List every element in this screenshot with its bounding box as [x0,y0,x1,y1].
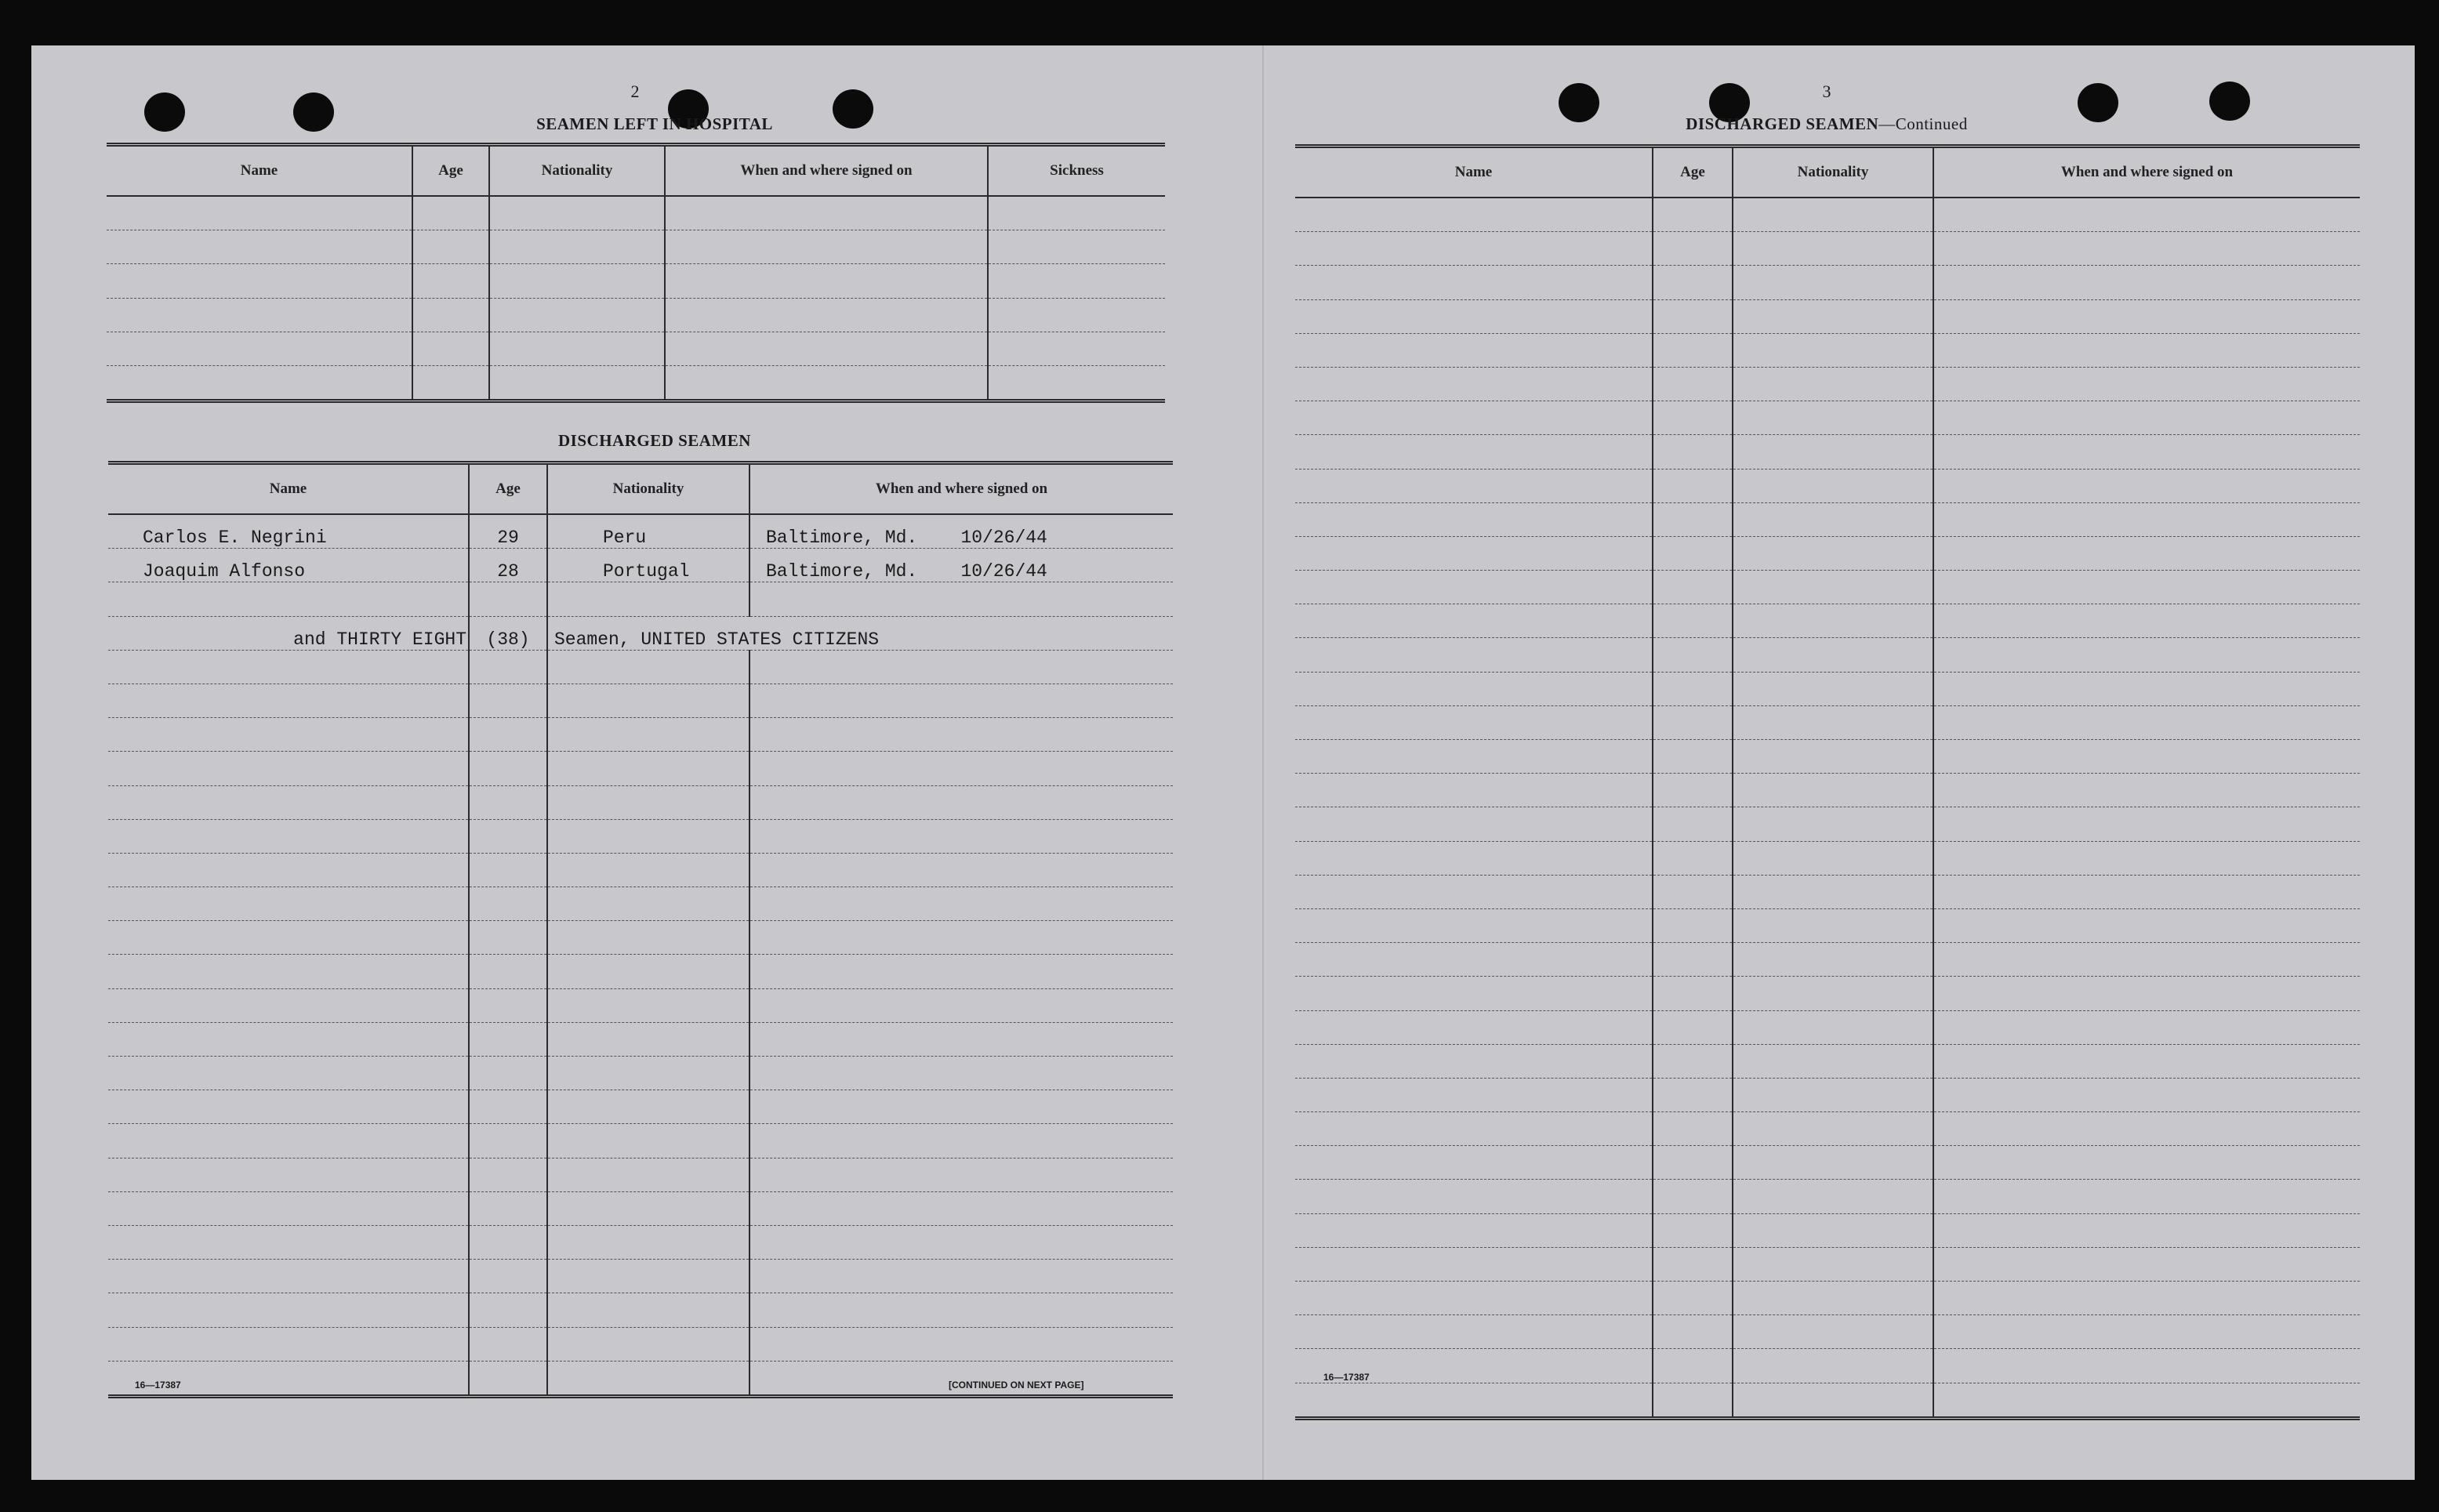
col-header-sickness: Sickness [988,145,1165,197]
table-row [1295,1383,2360,1418]
table-row [108,1293,1173,1327]
table-row [107,196,1165,230]
discharged-continued-table [1295,144,2360,1420]
table-row [1295,1010,2360,1044]
table-row [1295,232,2360,266]
punch-hole [144,92,185,132]
punch-hole [2209,82,2250,121]
table-row [1295,1349,2360,1383]
table-row [107,365,1165,401]
seaman-nationality: Portugal [547,549,749,582]
table-row [1295,908,2360,942]
col-header-nationality: Nationality [547,463,749,515]
col-header-name: Name [108,463,469,515]
table-row [1295,841,2360,875]
table-row [1295,571,2360,604]
col-header-signed-on: When and where signed on [749,463,1173,515]
seaman-name: Joaquim Alfonso [108,549,469,582]
col-header-nationality: Nationality [1733,147,1933,198]
table-row [108,1327,1173,1361]
table-row [1295,435,2360,469]
note-name: and THIRTY EIGHT [108,616,469,650]
table-row [108,921,1173,955]
table-row [108,582,1173,616]
table-row [1295,740,2360,774]
page-number-right: 3 [1822,82,1831,101]
punch-hole [2078,83,2118,122]
table-row [1295,1282,2360,1315]
table-row [108,514,1173,549]
table-row [108,1158,1173,1191]
discharged-table [108,461,1173,1398]
table-row [1295,977,2360,1010]
table-row [108,1191,1173,1225]
table-row [108,1124,1173,1158]
table-row [108,752,1173,785]
table-row [1295,774,2360,807]
table-row [1295,604,2360,638]
table-row [108,887,1173,921]
table-row [1295,266,2360,299]
table-row [107,230,1165,264]
table-row [1295,1078,2360,1111]
document-sheet [31,45,2415,1480]
table-row [1295,536,2360,570]
table-row [1295,1247,2360,1281]
hospital-table [107,143,1165,403]
table-row [108,718,1173,752]
hospital-title: SEAMEN LEFT IN HOSPITAL [536,114,773,133]
table-row [1295,1044,2360,1078]
table-row [1295,638,2360,672]
col-header-name: Name [107,145,412,197]
table-row [1295,401,2360,435]
col-header-signed-on: When and where signed on [1933,147,2360,198]
seaman-age: 29 [469,514,547,549]
discharged-continued-title [1599,114,2054,134]
table-row [108,1022,1173,1056]
seaman-nationality: Peru [547,514,749,549]
table-row [1295,1180,2360,1213]
title-suffix: —Continued [1878,114,1968,133]
table-row [108,1225,1173,1259]
table-row [1295,469,2360,502]
table-row [108,1090,1173,1124]
table-row [108,683,1173,717]
table-row [1295,299,2360,333]
table-row [1295,367,2360,401]
table-row [108,1361,1173,1396]
col-header-age: Age [1653,147,1733,198]
seaman-name: Carlos E. Negrini [108,514,469,549]
table-row [1295,1315,2360,1349]
table-row [108,785,1173,819]
table-row [1295,1213,2360,1247]
form-number-left: 16—17387 [135,1380,181,1391]
table-row [1295,333,2360,367]
note-age: (38) [469,616,547,650]
note-rest: Seamen, UNITED STATES CITIZENS [547,616,1173,650]
table-row [1295,1146,2360,1180]
seaman-signed-on: Baltimore, Md. 10/26/44 [749,514,1173,549]
table-row [107,298,1165,332]
table-row [108,549,1173,582]
table-row [108,988,1173,1022]
table-row [108,1260,1173,1293]
table-row [108,853,1173,887]
table-row [107,264,1165,298]
punch-hole [293,92,334,132]
table-row [108,1057,1173,1090]
table-row [1295,672,2360,705]
table-row [108,616,1173,650]
seaman-signed-on: Baltimore, Md. 10/26/44 [749,549,1173,582]
table-row [108,819,1173,853]
col-header-age: Age [469,463,547,515]
col-header-age: Age [412,145,489,197]
discharged-title: DISCHARGED SEAMEN [558,431,751,450]
form-number-right: 16—17387 [1323,1372,1370,1383]
table-row [1295,705,2360,739]
title-main: DISCHARGED SEAMEN [1686,114,1879,133]
table-row [1295,875,2360,908]
table-row [1295,502,2360,536]
seaman-age: 28 [469,549,547,582]
table-row [107,332,1165,365]
table-row [108,955,1173,988]
continued-note: [CONTINUED ON NEXT PAGE] [949,1380,1084,1391]
table-row [1295,1112,2360,1146]
table-row [108,650,1173,683]
col-header-signed-on: When and where signed on [665,145,988,197]
col-header-name: Name [1295,147,1653,198]
page-fold [1262,45,1264,1480]
page-number-left: 2 [630,82,640,101]
table-row [1295,943,2360,977]
col-header-nationality: Nationality [489,145,665,197]
table-row [1295,807,2360,841]
table-row [1295,198,2360,232]
punch-hole [1559,83,1599,122]
